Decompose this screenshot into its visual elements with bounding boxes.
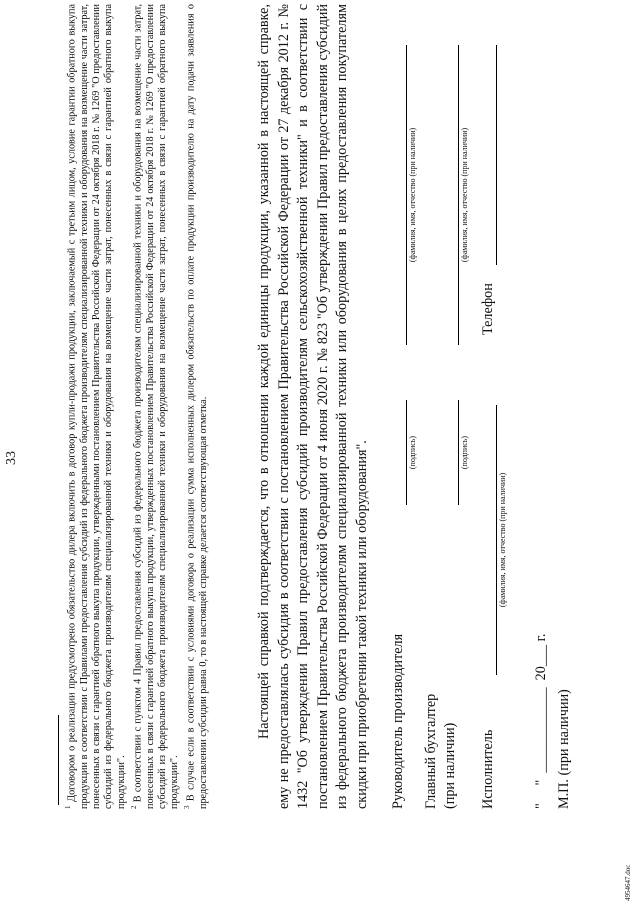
main-text [255,4,372,809]
executor-name-line [496,405,497,675]
footnote-1: $^1$ Договором о реализации предусмотрено обязательство дилера включить в договор купли-продажи продукции, заключаемый с третьим лицом, условие гарантии обратного выкупа продукции в соответствии с Правилами предоставления субсидий из федерального бюджета производителям специализированной техники и оборудования на возмещение части затрат, понесенных в связи с гарантией обратного выкупа продукции, утвержденными постановлением Правительства Российской Федерации от 24 октября 2018 г. № 1269 "О предоставлении субсидий из федерального бюджета производителям специализированной техники и оборудования на возмещение части затрат, понесенных в связи с гарантией обратного выкупа продукции". [64,4,127,809]
executor-name-caption: (фамилия, имя, отчество (при наличии) [498,472,507,608]
head-signature-caption: (подпись) [408,435,417,470]
date-line: " " ____________ 20___ г. [533,633,549,809]
chief-name-caption: (фамилия, имя, отчество (при наличии) [460,127,469,263]
head-name-caption: (фамилия, имя, отчество (при наличии) [408,127,417,263]
executor-label: Исполнитель [480,729,496,809]
head-signature-line [406,400,407,505]
chief-signature-caption: (подпись) [460,435,469,470]
chief-name-line [458,45,459,345]
chief-signature-line [458,400,459,505]
confirmation-paragraph: Настоящей справкой подтверждается, что в отношении каждой единицы продукции, указанной в настоящей справке, ему не предоставлялась субсидия в соответствии с постановлением Правительства Российской Федерации от 27 декабря 2012 г. № 1432 "Об утверждении Правил предоставления субсидий производителям сельскохозяйственной техники" и в соответствии с постановлением Правительства Российской Федерации от 4 июня 2020 г. № 823 "Об утверждении Правил предоставления субсидий из федерального бюджета производителям специализированной техники или оборудования в целях предоставления покупателям скидки при приобретении такой техники или оборудования". [256,4,370,809]
head-name-line [406,45,407,345]
chief-label-1: Главный бухгалтер [423,693,439,809]
footnotes [62,4,210,809]
chief-label-2: (при наличии) [442,722,458,809]
footnote-2: $^2$ В соответствии с пунктом 4 Правил предоставления субсидий из федерального бюджета производителям специализированной техники и оборудования на возмещение части затрат, понесенных в связи с гарантией обратного выкупа продукции, утвержденных постановлением Правительства Российской Федерации от 24 октября 2018 г. № 1269 "О предоставлении субсидий из федерального бюджета производителям специализированной техники и оборудования на возмещение части затрат, понесенных в связи с гарантией обратного выкупа продукции". [129,4,181,809]
footnote-3: $^3$ В случае если в соответствии с условиями договора о реализации сумма исполненных дилером обязательств по оплате продукции производителю на дату подачи заявления о предоставлении субсидии равна 0, то в настоящей справке делается соответствующая отметка. [183,3,210,809]
stamp-label: М.П. (при наличии) [556,689,572,809]
page-number: 33 [4,451,19,465]
phone-label: Телефон [480,283,496,335]
footnote-divider [58,715,59,805]
phone-line [496,45,497,265]
document-id: 4954647.doc [624,864,632,901]
head-label: Руководитель производителя [390,633,406,809]
